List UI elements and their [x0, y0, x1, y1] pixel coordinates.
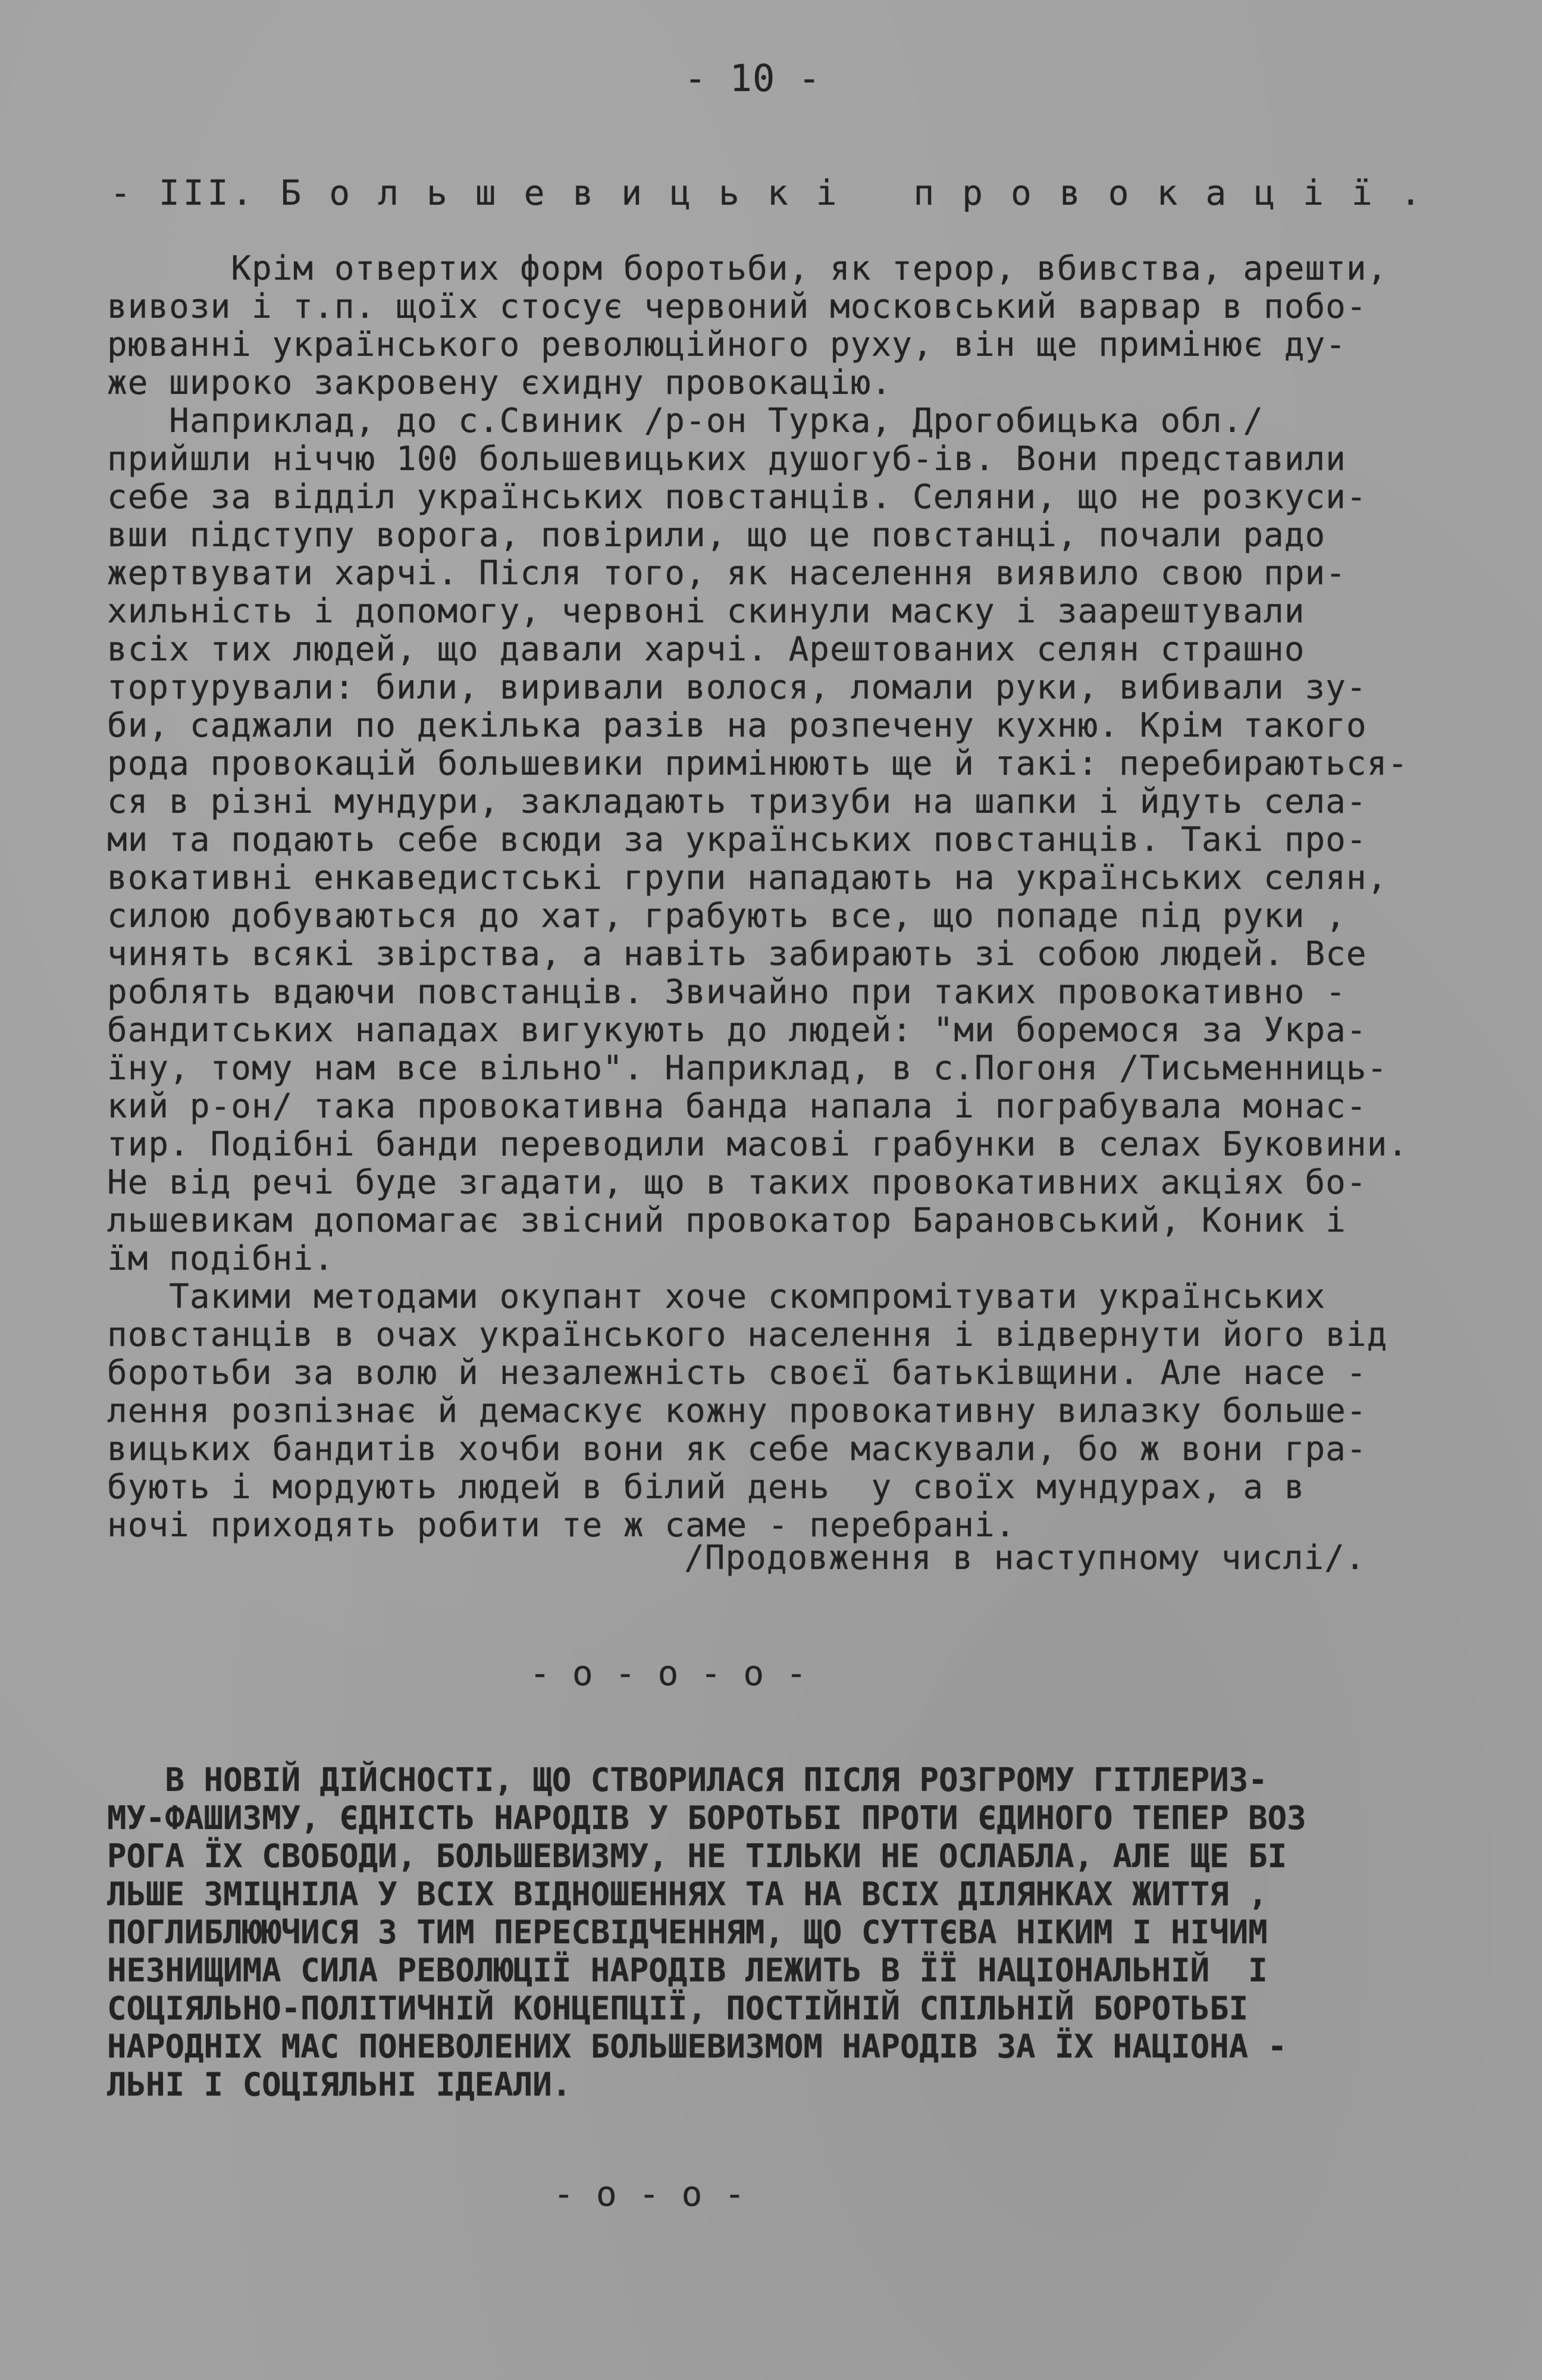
article-line: роблять вдаючи повстанців. Звичайно при таких провокативно - [107, 973, 1346, 1012]
continuation-note: /Продовження в наступному числі/. [684, 1539, 1366, 1577]
closing-line: ЛЬНІ І СОЦІЯЛЬНІ ІДЕАЛИ. [107, 2066, 572, 2103]
article-line: вивози і т.п. щоїх стосує червоний московський варвар в побо- [107, 287, 1367, 326]
article-line: рода провокацій большевики примінюють ще й такі: перебираються- [107, 744, 1409, 783]
article-line: прийшли ніччю 100 большевицьких душогуб-ів. Вони представили [107, 440, 1346, 478]
page-number: - 10 - [684, 57, 821, 100]
article-line: ночі приходять робити те ж саме - перебрані. [107, 1506, 1016, 1545]
closing-line: НЕЗНИЩИМА СИЛА РЕВОЛЮЦІЇ НАРОДІВ ЛЕЖИТЬ В ЇЇ НАЦІОНАЛЬНІЙ І [107, 1952, 1268, 1989]
article-line: кий р-он/ така провокативна банда напала і пограбувала монас- [107, 1087, 1367, 1126]
article-line: силою добуваються до хат, грабують все, що попаде під руки , [107, 897, 1346, 935]
article-line: всіх тих людей, що давали харчі. Арештованих селян страшно [107, 630, 1305, 669]
article-line: їну, тому нам все вільно". Наприклад, в с.Погоня /Тисьменниць- [107, 1049, 1388, 1088]
article-line: їм подібні. [107, 1239, 334, 1278]
article-line: тир. Подібні банди переводили масові грабунки в селах Буковини. [107, 1125, 1409, 1164]
closing-line: ПОГЛИБЛЮЮЧИСЯ З ТИМ ПЕРЕСВІДЧЕННЯМ, ЩО СУТТЄВА НІКИМ І НІЧИМ [107, 1914, 1268, 1951]
separator-2: - о - о - [553, 2174, 746, 2214]
article-line: би, саджали по декілька разів на розпечену кухню. Крім такого [107, 706, 1367, 745]
article-line: Наприклад, до с.Свиник /р-он Турка, Дрогобицька обл./ [107, 402, 1264, 440]
closing-line: РОГА ЇХ СВОБОДИ, БОЛЬШЕВИЗМУ, НЕ ТІЛЬКИ НЕ ОСЛАБЛА, АЛЕ ЩЕ БІ [107, 1837, 1287, 1875]
closing-line: ЛЬШЕ ЗМІЦНІЛА У ВСІХ ВІДНОШЕННЯХ ТА НА ВСІХ ДІЛЯНКАХ ЖИТТЯ , [107, 1875, 1268, 1913]
closing-line: СОЦІЯЛЬНО-ПОЛІТИЧНІЙ КОНЦЕПЦІЇ, ПОСТІЙНІЙ СПІЛЬНІЙ БОРОТЬБІ [107, 1990, 1249, 2027]
article-line: вши підступу ворога, повірили, що це повстанці, почали радо [107, 516, 1326, 555]
article-line: бують і мордують людей в білий день у своїх мундурах, а в [107, 1468, 1305, 1507]
closing-line: В НОВІЙ ДІЙСНОСТІ, ЩО СТВОРИЛАСЯ ПІСЛЯ РОЗГРОМУ ГІТЛЕРИЗ- [107, 1761, 1268, 1799]
section-heading: - III. Б о л ь ш е в и ц ь к і п р о в о к а ц і ї . [110, 173, 1425, 213]
article-line: хильність і допомогу, червоні скинули маску і заарештували [107, 592, 1305, 631]
article-line: ми та подають себе всюди за українських повстанців. Такі про- [107, 821, 1367, 859]
article-line: жертвувати харчі. Після того, як населення виявило свою при- [107, 554, 1346, 593]
article-line: чинять всякі звірства, а навіть забирають зі собою людей. Все [107, 935, 1367, 973]
article-line: рюванні українського революційного руху, він ще примінює ду- [107, 325, 1346, 364]
article-line: Не від речі буде згадати, що в таких провокативних акціях бо- [107, 1163, 1367, 1202]
article-line: боротьби за волю й незалежність своєї батьківщини. Але насе - [107, 1354, 1367, 1392]
article-line: бандитських нападах вигукують до людей: "ми боремося за Укра- [107, 1011, 1367, 1050]
article-line: ся в різні мундури, закладають тризуби на шапки і йдуть села- [107, 782, 1367, 821]
article-line: Такими методами окупант хоче скомпромітувати українських [107, 1277, 1326, 1316]
article-line: вокативні енкаведистські групи нападають на українських селян, [107, 859, 1388, 897]
article-line: вицьких бандитів хочби вони як себе маскували, бо ж вони гра- [107, 1430, 1367, 1468]
article-line: тортурували: били, виривали волося, ломали руки, вибивали зу- [107, 668, 1367, 707]
article-line: Крім отвертих форм боротьби, як терор, вбивства, арешти, [107, 249, 1388, 288]
separator-1: - о - о - о - [529, 1653, 807, 1693]
article-line: льшевикам допомагає звісний провокатор Барановський, Коник і [107, 1201, 1346, 1240]
article-line: же широко закровену єхидну провокацію. [107, 364, 892, 402]
article-line: лення розпізнає й демаскує кожну провокативну вилазку больше- [107, 1392, 1367, 1430]
closing-line: НАРОДНІХ МАС ПОНЕВОЛЕНИХ БОЛЬШЕВИЗМОМ НАРОДІВ ЗА ЇХ НАЦІОНА - [107, 2028, 1287, 2065]
closing-line: МУ-ФАШИЗМУ, ЄДНІСТЬ НАРОДІВ У БОРОТЬБІ ПРОТИ ЄДИНОГО ТЕПЕР ВОЗ [107, 1799, 1306, 1837]
article-line: повстанців в очах українського населення і відвернути його від [107, 1316, 1388, 1354]
article-line: себе за відділ українських повстанців. Селяни, що не розкуси- [107, 478, 1367, 516]
